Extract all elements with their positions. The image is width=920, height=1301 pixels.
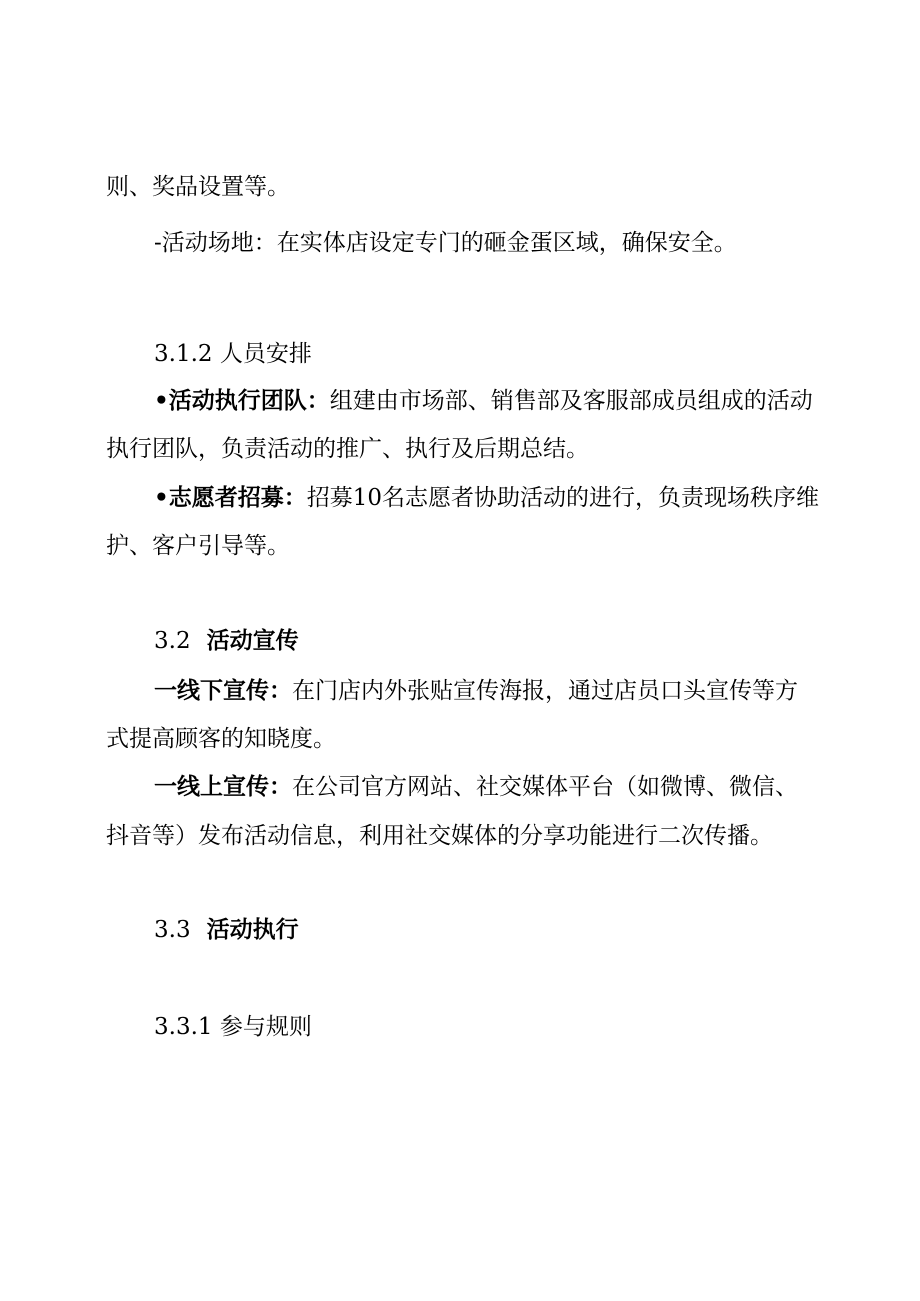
- bullet-volunteer-text: 招募10名志愿者协助活动的进行，负责现场秩序维: [306, 485, 819, 511]
- offline-promo-text: 在门店内外张贴宣传海报，通过店员口头宣传等方: [292, 678, 798, 704]
- heading-3-3: [154, 915, 299, 945]
- offline-promo-line2: 式提高顾客的知晓度。: [106, 726, 336, 752]
- heading-3-2-title: 活动宣传: [206, 628, 299, 654]
- bullet-team-text: 组建由市场部、销售部及客服部成员组成的活动: [329, 388, 813, 414]
- bullet-volunteer-line1: [154, 483, 819, 513]
- heading-3-2: [154, 626, 299, 656]
- heading-3-2-number: 3.2: [154, 628, 191, 654]
- offline-promo-label: 一线下宣传：: [154, 678, 292, 704]
- paragraph-continuation: 则、奖品设置等。: [106, 174, 290, 200]
- heading-3-1-2: 3.1.2 人员安排: [154, 341, 312, 367]
- online-promo-label: 一线上宣传：: [154, 774, 292, 800]
- online-promo-line1: [154, 772, 798, 802]
- heading-3-3-title: 活动执行: [206, 917, 299, 943]
- bullet-volunteer-label: •志愿者招募：: [154, 485, 307, 511]
- heading-3-3-number: 3.3: [154, 917, 191, 943]
- offline-promo-line1: [154, 676, 798, 706]
- bullet-volunteer-line2: 护、客户引导等。: [106, 533, 290, 559]
- bullet-team-line1: [154, 386, 813, 416]
- heading-3-3-1: 3.3.1 参与规则: [154, 1014, 312, 1040]
- online-promo-line2: 抖音等）发布活动信息，利用社交媒体的分享功能进行二次传播。: [106, 823, 773, 849]
- paragraph-venue: -活动场地：在实体店设定专门的砸金蛋区域，确保安全。: [154, 230, 737, 256]
- bullet-team-line2: 执行团队，负责活动的推广、执行及后期总结。: [106, 436, 589, 462]
- bullet-team-label: •活动执行团队：: [154, 388, 330, 414]
- online-promo-text: 在公司官方网站、社交媒体平台（如微博、微信、: [292, 774, 798, 800]
